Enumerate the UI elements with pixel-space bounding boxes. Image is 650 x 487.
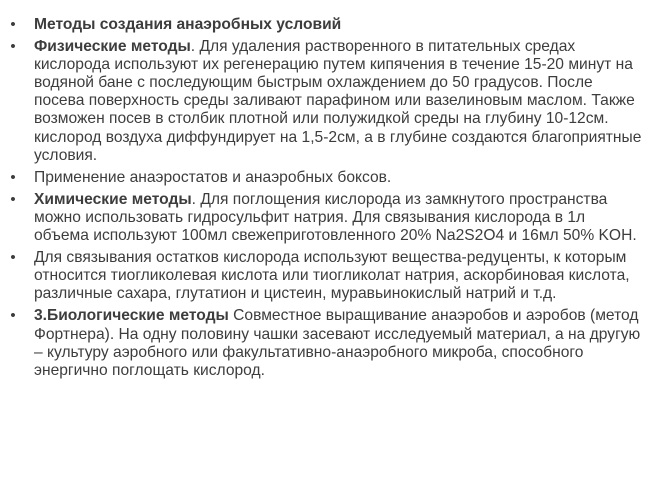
bullet-list xyxy=(6,16,642,384)
bullet-icon: • xyxy=(10,190,16,208)
bullet-icon: • xyxy=(10,249,16,267)
list-item-chemical-methods xyxy=(6,191,642,245)
item-text: . Для удаления растворенного в питательных средах кислорода используют их регенерацию путем кипячения в течение 15-20 минут на водяной бане с последующим быстрым охлаждением до 50 градусов. После посева поверхность среды заливают парафином или вазелиновым маслом. Также возможен посев в столбик плотной или полужидкой среды на глубину 10-12см. кислород воздуха диффундирует на 1,5-2см, а в глубине создаются благоприятные условия. xyxy=(34,38,642,164)
list-item-biological-methods xyxy=(6,307,642,379)
item-bold-text: Химические методы xyxy=(34,190,192,208)
bullet-icon: • xyxy=(10,168,16,186)
list-item-reducing-agents xyxy=(6,249,642,303)
list-item-anaerostats xyxy=(6,169,642,187)
bullet-icon: • xyxy=(10,16,16,33)
bullet-icon: • xyxy=(10,38,16,56)
item-text: Для связывания остатков кислорода используют вещества-редуценты, к которым относится тиогликолевая кислота или тиогликолат натрия, аскорбиновая кислота, различные сахара, глутатион и цистеин, муравьинокислый натрий и т.д. xyxy=(34,249,630,303)
list-item-physical-methods xyxy=(6,38,642,165)
item-text: . Для поглощения кислорода из замкнутого пространства можно использовать гидросульфит натрия. Для связывания кислорода в 1л объема используют 100мл свежеприготовленного 20% Na2S2O4 и 16мл 50% KOH. xyxy=(34,190,637,245)
bullet-icon: • xyxy=(10,307,16,325)
item-bold-text: 3.Биологические методы xyxy=(34,307,229,325)
list-item-anaerobic-methods-heading xyxy=(6,16,642,34)
item-bold-text: Физические методы xyxy=(34,38,191,56)
item-text: Применение анаэростатов и анаэробных боксов. xyxy=(34,168,392,186)
item-bold-text: Методы создания анаэробных условий xyxy=(34,16,342,33)
item-text: Совместное выращивание анаэробов и аэробов (метод Фортнера). На одну половину чашки засевают исследуемый материал, а на другую – культуру аэробного или факультативно-анаэробного микроба, способного энергично поглощать кислород. xyxy=(34,307,641,379)
